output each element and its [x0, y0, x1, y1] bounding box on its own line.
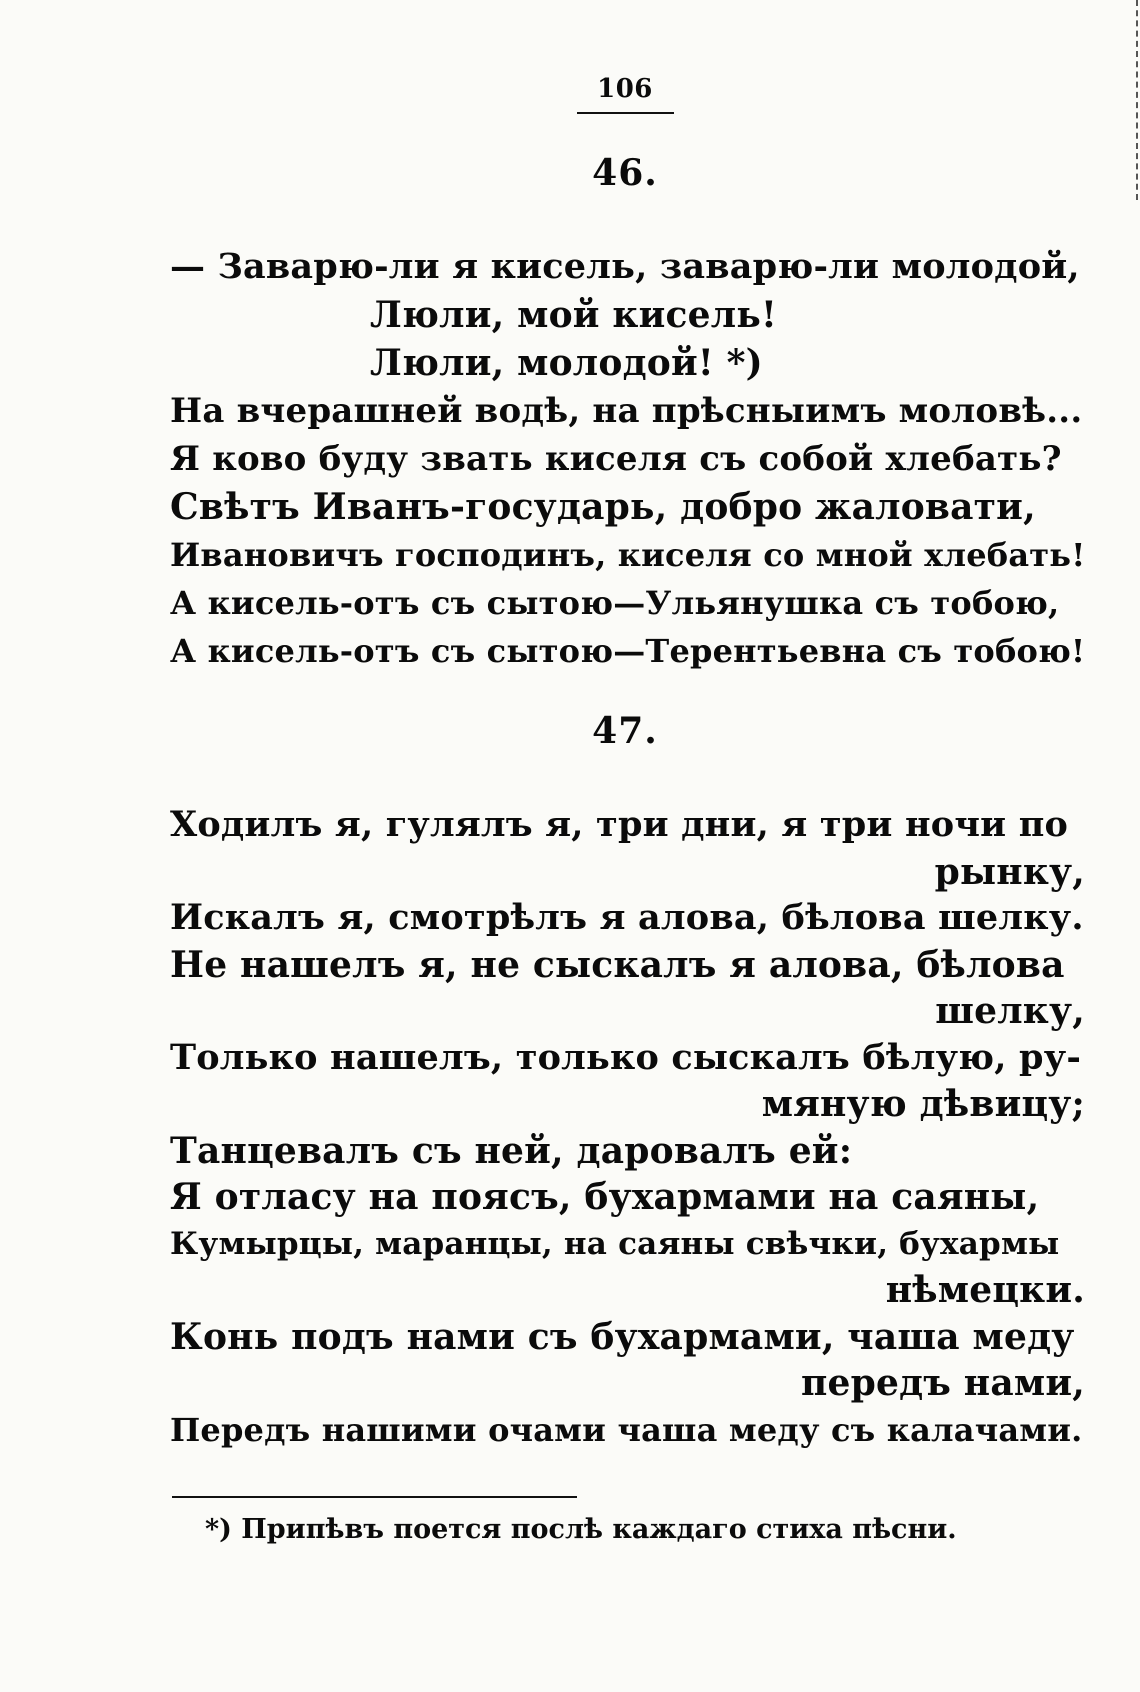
verse-line: Ивановичъ господинъ, киселя со мной хлебать!	[170, 536, 1086, 574]
verse-line: А кисель-отъ съ сытою—Терентьевна съ тобою!	[170, 632, 1086, 670]
verse-line-continuation: шелку,	[935, 990, 1085, 1032]
verse-line: Люли, молодой! *)	[370, 342, 763, 384]
verse-line: Не нашелъ я, не сыскалъ я алова, бѣлова	[170, 943, 1065, 986]
footnote-rule	[172, 1496, 577, 1498]
song-number-47: 47.	[592, 710, 658, 752]
song-46-text	[170, 243, 1085, 675]
verse-line: Ходилъ я, гулялъ я, три дни, я три ночи по	[170, 804, 1069, 845]
verse-line: Я ково буду звать киселя съ собой хлебать?	[170, 439, 1062, 479]
footnote: *) Припѣвъ поется послѣ каждаго стиха пѣсни.	[205, 1514, 957, 1545]
verse-line-continuation: мяную дѣвицу;	[761, 1083, 1085, 1125]
verse-line: На вчерашней водѣ, на прѣсныимъ моловѣ...	[170, 391, 1083, 431]
song-number-46: 46.	[592, 152, 658, 194]
verse-line: — Заварю-ли я кисель, заварю-ли молодой,	[170, 246, 1080, 287]
verse-line: Я отласу на поясъ, бухармами на саяны,	[170, 1176, 1040, 1218]
verse-line-continuation: передъ нами,	[800, 1362, 1085, 1404]
page-edge-mark	[1130, 0, 1138, 200]
song-47-text	[170, 802, 1085, 1453]
verse-line: Конь подъ нами съ бухармами, чаша меду	[170, 1315, 1075, 1358]
verse-line-continuation: нѣмецки.	[885, 1269, 1085, 1311]
verse-line: Люли, мой кисель!	[370, 294, 777, 336]
verse-line: Искалъ я, смотрѣлъ я алова, бѣлова шелку.	[170, 897, 1084, 938]
verse-line: Только нашелъ, только сыскалъ бѣлую, ру-	[170, 1036, 1082, 1078]
verse-line: Свѣтъ Иванъ-государь, добро жаловати,	[170, 486, 1036, 528]
verse-line: Передъ нашими очами чаша меду съ калачами.	[170, 1410, 1083, 1449]
verse-line: Танцевалъ съ ней, даровалъ ей:	[170, 1129, 853, 1172]
verse-line: Кумырцы, маранцы, на саяны свѣчки, бухармы	[170, 1225, 1060, 1262]
page-number: 106	[597, 74, 653, 104]
verse-line: А кисель-отъ съ сытою—Ульянушка съ тобою,	[170, 584, 1060, 622]
verse-line-continuation: рынку,	[934, 850, 1085, 893]
page-number-rule	[577, 112, 674, 114]
